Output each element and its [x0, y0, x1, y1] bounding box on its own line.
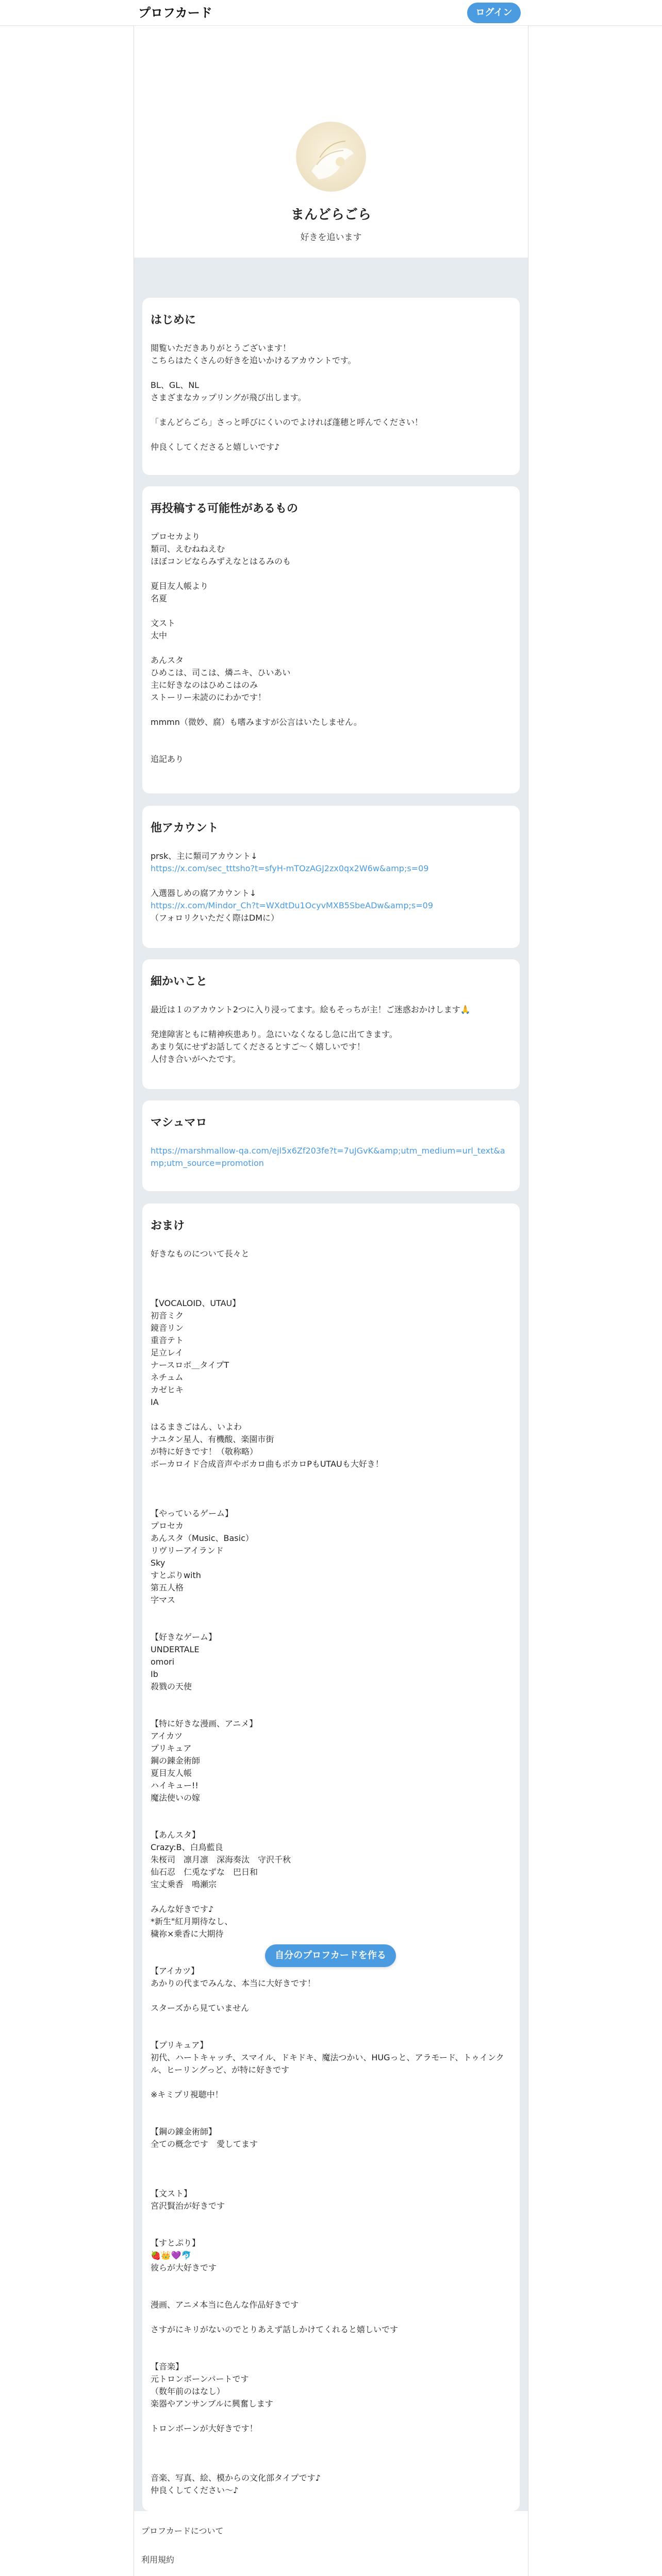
body-line: 【やっているゲーム】 — [151, 1509, 234, 1518]
line-gap — [151, 429, 511, 441]
card-intro — [142, 298, 520, 475]
line-gap — [151, 1016, 511, 1028]
card-title: 細かいこと — [151, 975, 208, 988]
body-line: 【特に好きな漫画、アニメ】 — [151, 1719, 258, 1728]
line-gap — [151, 2212, 511, 2225]
line-gap — [151, 1470, 511, 1483]
body-line: prsk、主に類司アカウント↓ — [151, 851, 258, 861]
card-marshmallow — [142, 1100, 520, 1191]
body-line: 穢祢×乗香に大期待 — [151, 1929, 224, 1939]
body-line: 閲覧いただきありがとうございます！ — [151, 343, 291, 353]
body-line: 追記あり — [151, 754, 184, 764]
line-gap — [151, 2101, 511, 2113]
body-line: ハイキュー!! — [151, 1781, 198, 1790]
body-line: はるまきごはん、いよわ — [151, 1422, 242, 1432]
line-gap — [151, 2447, 511, 2460]
external-link[interactable]: https://x.com/sec_tttsho?t=sfyH-mTOzAGJ2zx0qx2W6w&amp;s=09 — [151, 863, 429, 873]
line-gap — [151, 2286, 511, 2299]
login-button[interactable]: ログイン — [467, 3, 521, 23]
footer-link-terms[interactable]: 利用規約 — [141, 2555, 175, 2565]
body-line: 「まんどらごら」さっと呼びにくいのでよければ蓬穂と呼んでください！ — [151, 417, 423, 427]
line-gap — [151, 2150, 511, 2163]
line-gap — [151, 741, 511, 753]
line-gap — [151, 1693, 511, 1705]
body-line: ※キミプリ視聴中！ — [151, 2090, 223, 2099]
body-line: 初音ミク — [151, 1311, 184, 1320]
body-line: 漫画、アニメ本当に色んな作品好きです — [151, 2300, 299, 2310]
body-line: リヴリーアイランド — [151, 1546, 224, 1555]
body-line: 全ての概念です 愛してます — [151, 2139, 258, 2149]
body-line: 字マス — [151, 1595, 176, 1605]
body-line: 重音テト — [151, 1335, 184, 1345]
body-line: あかりの代までみんな、本当に大好きです！ — [151, 1978, 316, 1988]
body-line: ナユタン星人、有機酸、楽園市街 — [151, 1434, 274, 1444]
create-profile-card-button[interactable]: 自分のプロフカードを作る — [265, 1944, 396, 1967]
body-line: 彼らが大好きです — [151, 2263, 217, 2273]
line-gap — [151, 2336, 511, 2348]
body-line: （フォロリクいただく際はDMに） — [151, 913, 279, 923]
card-title: 他アカウント — [151, 822, 219, 835]
body-line: 【あんスタ】 — [151, 1830, 201, 1840]
card-body — [151, 1145, 511, 1170]
body-line: ナースロボ＿タイプT — [151, 1360, 229, 1370]
body-line: 【プリキュア】 — [151, 2040, 208, 2050]
body-line: 朱桜司 凛月凛 深海奏汰 守沢千秋 — [151, 1855, 291, 1865]
line-gap — [151, 2435, 511, 2447]
line-gap — [151, 728, 511, 741]
body-line: 【文スト】 — [151, 2189, 192, 2198]
line-gap — [151, 1804, 511, 1817]
body-line: すとぷりwith — [151, 1570, 201, 1580]
body-line: 初代、ハートキャッチ、スマイル、ドキドキ、魔法つかい、HUGっと、アラモード、トゥインクル、ヒーリングっど、が特に好きです — [151, 2053, 504, 2075]
footer-link-about[interactable]: プロフカードについて — [141, 2526, 224, 2536]
line-gap — [151, 2113, 511, 2126]
body-line: 主に好きなのはひめこはのみ — [151, 680, 258, 690]
line-gap — [151, 2027, 511, 2039]
main-column — [134, 26, 528, 2576]
body-line: 【鋼の錬金術師】 — [151, 2127, 217, 2137]
line-gap — [151, 2348, 511, 2361]
body-line: 仲良くしてください～♪ — [151, 2485, 239, 2495]
body-line: 元トロンボーンパートです — [151, 2374, 249, 2384]
body-line: 文スト — [151, 618, 176, 628]
line-gap — [151, 1619, 511, 1631]
line-gap — [151, 2274, 511, 2286]
body-line: 名夏 — [151, 594, 168, 603]
body-line: omori — [151, 1657, 175, 1667]
body-line: 殺戮の天使 — [151, 1682, 192, 1691]
line-gap — [151, 1273, 511, 1285]
body-line: ボーカロイド合成音声やボカロ曲もボカロPもUTAUも大好き！ — [151, 1459, 384, 1469]
body-line: スターズから見ていません — [151, 2003, 250, 2013]
body-line: UNDERTALE — [151, 1645, 200, 1654]
body-line: 発達障害ともに精神疾患あり。急にいなくなるし急に出てきます。 — [151, 1029, 398, 1039]
line-gap — [151, 605, 511, 617]
body-line: 第五人格 — [151, 1583, 184, 1592]
body-line: 入選器しめの腐アカウント↓ — [151, 888, 257, 898]
line-gap — [151, 1990, 511, 2002]
body-line: 音楽、写真、絵、模からの文化部タイプです♪ — [151, 2473, 321, 2483]
line-gap — [151, 875, 511, 887]
card-title: はじめに — [151, 314, 196, 327]
line-gap — [151, 2014, 511, 2027]
body-line: mmmn（微妙、腐）も嗜みますが公言はいたしません。 — [151, 717, 362, 727]
body-line: 好きなものについて長々と — [151, 1249, 250, 1259]
body-line: 夏目友人帳より — [151, 581, 209, 591]
line-gap — [151, 1817, 511, 1829]
line-gap — [151, 2460, 511, 2472]
profile-section — [134, 26, 528, 258]
profile-name: まんどらごら — [290, 207, 371, 223]
body-line: が特に好きです！（敬称略） — [151, 1447, 258, 1456]
line-gap — [151, 568, 511, 580]
body-line: こちらはたくさんの好きを追いかけるアカウントです。 — [151, 355, 356, 365]
body-line: 🍓👑💜🐬 — [151, 2250, 192, 2260]
body-line: プロセカ — [151, 1521, 184, 1531]
body-line: さすがにキリがないのでとりあえず話しかけてくれると嬉しいです — [151, 2325, 399, 2334]
external-link[interactable]: https://x.com/Mindor_Ch?t=WXdtDu1OcyvMXB5SbeADw&amp;s=09 — [151, 901, 433, 910]
card-other-accounts — [142, 806, 520, 948]
cards-area — [134, 258, 528, 2511]
profile-bio: 好きを追います — [300, 232, 362, 243]
card-extras — [142, 1204, 520, 2511]
body-line: ほぼコンビならみずえなとはるみのも — [151, 556, 291, 566]
card-body — [151, 1004, 511, 1065]
avatar — [296, 122, 366, 192]
body-line: 楽器やアンサンブルに興奮します — [151, 2399, 273, 2409]
body-line: 足立レイ — [151, 1348, 184, 1358]
body-line: トロンボーンが大好きです！ — [151, 2424, 258, 2433]
body-line: アイカツ — [151, 1731, 183, 1741]
body-line: あまり気にせずお話してくださるとすご～く嬉しいです！ — [151, 1042, 366, 1052]
body-line: 【VOCALOID、UTAU】 — [151, 1298, 241, 1308]
line-gap — [151, 1705, 511, 1718]
line-gap — [151, 1285, 511, 1297]
line-gap — [151, 1891, 511, 1903]
body-line: 【好きなゲーム】 — [151, 1632, 217, 1642]
line-gap — [151, 2225, 511, 2237]
body-line: Sky — [151, 1558, 166, 1568]
card-details — [142, 959, 520, 1089]
line-gap — [151, 367, 511, 379]
line-gap — [151, 404, 511, 416]
line-gap — [151, 2076, 511, 2089]
card-body — [151, 850, 511, 924]
footer — [134, 2511, 528, 2576]
body-line: 類司、えむねねえむ — [151, 544, 225, 554]
body-line: 魔法使いの嫁 — [151, 1793, 201, 1803]
card-title: 再投稿する可能性があるもの — [151, 502, 299, 515]
body-line: みんな好きです♪ — [151, 1904, 214, 1914]
top-header — [0, 0, 662, 26]
body-line: 鏡音リン — [151, 1323, 184, 1333]
body-line: あんスタ — [151, 655, 184, 665]
body-line: 仙石忍 仁兎なずな 巴日和 — [151, 1867, 258, 1877]
line-gap — [151, 2175, 511, 2188]
card-body — [151, 342, 511, 453]
line-gap — [151, 1483, 511, 1495]
line-gap — [151, 642, 511, 654]
line-gap — [151, 1495, 511, 1507]
line-gap — [151, 1409, 511, 1421]
card-repost — [142, 486, 520, 793]
body-line: 【アイカツ】 — [151, 1966, 200, 1976]
body-line: *新生"紅月期待なし、 — [151, 1917, 233, 1926]
body-line: カゼヒキ — [151, 1385, 184, 1395]
body-line: 最近は１のアカウント2つに入り浸ってます。絵もそっちが主！ご迷惑おかけします🙏 — [151, 1005, 471, 1014]
body-line: 【音楽】 — [151, 2362, 184, 2371]
body-line: Crazy:B、白鳥藍良 — [151, 1842, 223, 1852]
line-gap — [151, 1606, 511, 1619]
card-title: マシュマロ — [151, 1116, 207, 1129]
body-line: 夏目友人帳 — [151, 1768, 192, 1778]
body-line: IA — [151, 1397, 159, 1407]
body-line: ストーリー未読のにわかです！ — [151, 692, 267, 702]
body-line: あんスタ（Music、Basic） — [151, 1533, 254, 1543]
body-line: さまざまなカップリングが飛び出します。 — [151, 393, 306, 402]
card-body — [151, 531, 511, 766]
external-link[interactable]: https://marshmallow-qa.com/ejl5x6Zf203fe?t=7uJGvK&amp;utm_medium=url_text&amp;utm_source=promotion — [151, 1146, 505, 1168]
card-body — [151, 1248, 511, 2497]
avatar-illustration-icon — [296, 122, 366, 192]
body-line: プリキュア — [151, 1743, 192, 1753]
body-line: ネチュム — [151, 1372, 184, 1382]
line-gap — [151, 1260, 511, 1273]
body-line: 太中 — [151, 631, 168, 640]
body-line: BL、GL、NL — [151, 380, 200, 390]
line-gap — [151, 2163, 511, 2175]
body-line: 宮沢賢治が好きです — [151, 2201, 225, 2211]
body-line: ひめこは、司こは、燐ニキ、ひいあい — [151, 668, 291, 677]
body-line: 【すとぷり】 — [151, 2238, 201, 2248]
body-line: 宝丈乗香 鳴瀬宗 — [151, 1879, 217, 1889]
body-line: Ib — [151, 1669, 158, 1679]
body-line: （数年前のはなし） — [151, 2386, 225, 2396]
body-line: 仲良くしてくださると嬉しいです♪ — [151, 442, 280, 452]
line-gap — [151, 2410, 511, 2422]
line-gap — [151, 704, 511, 716]
line-gap — [151, 2311, 511, 2324]
brand-logo[interactable]: プロフカード — [138, 6, 212, 20]
body-line: 人付き合いがへたです。 — [151, 1054, 241, 1064]
card-title: おまけ — [151, 1219, 185, 1232]
body-line: プロセカより — [151, 532, 201, 541]
body-line: 鋼の錬金術師 — [151, 1756, 201, 1766]
